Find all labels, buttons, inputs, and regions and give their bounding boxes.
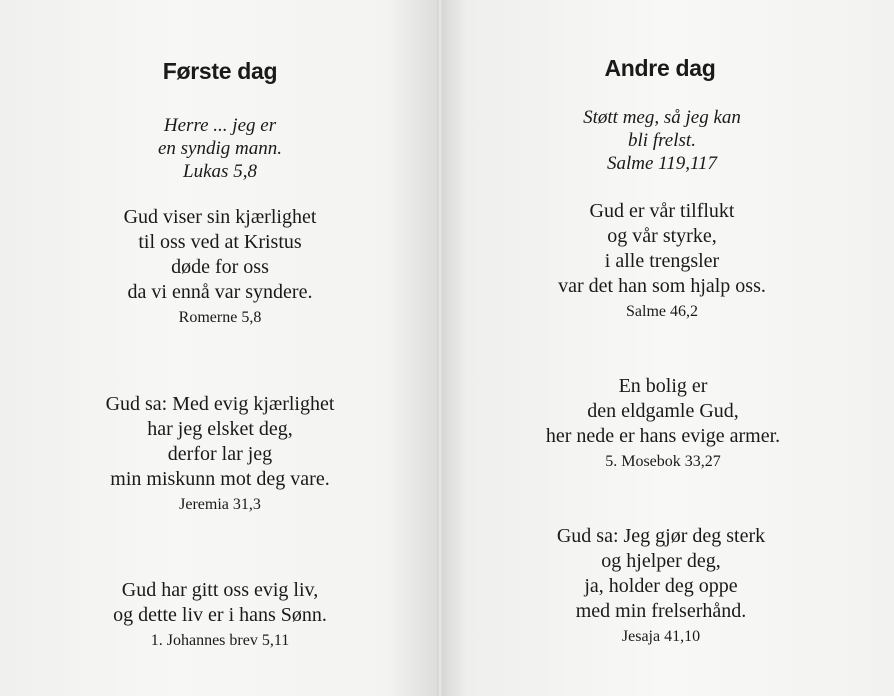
left-page-title: Første dag	[162, 58, 278, 84]
left-verse-3	[0, 578, 440, 652]
verse-line: derfor lar jeg	[167, 443, 273, 465]
right-page	[440, 0, 894, 696]
verse-line: ja, holder deg oppe	[584, 575, 738, 597]
verse-line: her nede er hans evige armer.	[545, 425, 781, 447]
verse-line: døde for oss	[171, 256, 269, 278]
verse-line: og dette liv er i hans Sønn.	[113, 604, 327, 626]
left-verse-1	[0, 205, 440, 329]
verse-reference: Romerne 5,8	[178, 309, 262, 326]
verse-line: Gud sa: Med evig kjærlighet	[105, 393, 335, 415]
book-gutter	[437, 0, 443, 696]
left-intro-quote	[0, 114, 440, 183]
left-verse-2	[0, 392, 440, 516]
verse-line: med min frelserhånd.	[575, 600, 747, 622]
verse-reference: 1. Johannes brev 5,11	[150, 632, 290, 649]
right-verse-3	[428, 524, 894, 648]
right-intro-quote	[430, 106, 894, 175]
verse-line: da vi ennå var syndere.	[127, 281, 313, 303]
verse-line: den eldgamle Gud,	[587, 400, 739, 422]
verse-line: til oss ved at Kristus	[138, 231, 302, 253]
verse-reference: Salme 46,2	[626, 303, 698, 320]
verse-line: Gud har gitt oss evig liv,	[121, 579, 319, 601]
verse-line: og vår styrke,	[607, 225, 717, 247]
verse-line: Gud sa: Jeg gjør deg sterk	[556, 525, 766, 547]
verse-line: har jeg elsket deg,	[147, 418, 293, 440]
right-verse-2	[432, 374, 894, 473]
quote-reference: Lukas 5,8	[183, 161, 257, 182]
verse-line: var det han som hjalp oss.	[558, 275, 766, 297]
verse-line: min miskunn mot deg vare.	[110, 468, 330, 490]
verse-line: Gud er vår tilflukt	[589, 200, 735, 222]
verse-line: En bolig er	[618, 375, 708, 397]
verse-line: og hjelper deg,	[601, 550, 721, 572]
quote-line: Herre ... jeg er	[163, 115, 277, 136]
verse-line: Gud viser sin kjærlighet	[123, 206, 317, 228]
quote-line: bli frelst.	[628, 130, 696, 151]
quote-reference: Salme 119,117	[606, 153, 718, 174]
verse-reference: 5. Mosebok 33,27	[605, 453, 721, 470]
quote-line: Støtt meg, så jeg kan	[583, 107, 741, 128]
verse-reference: Jesaja 41,10	[621, 628, 701, 645]
verse-reference: Jeremia 31,3	[179, 496, 261, 513]
right-verse-1	[430, 199, 894, 323]
quote-line: en syndig mann.	[157, 138, 282, 159]
verse-line: i alle trengsler	[604, 250, 720, 272]
right-page-title: Andre dag	[604, 55, 716, 81]
left-page	[0, 0, 440, 696]
